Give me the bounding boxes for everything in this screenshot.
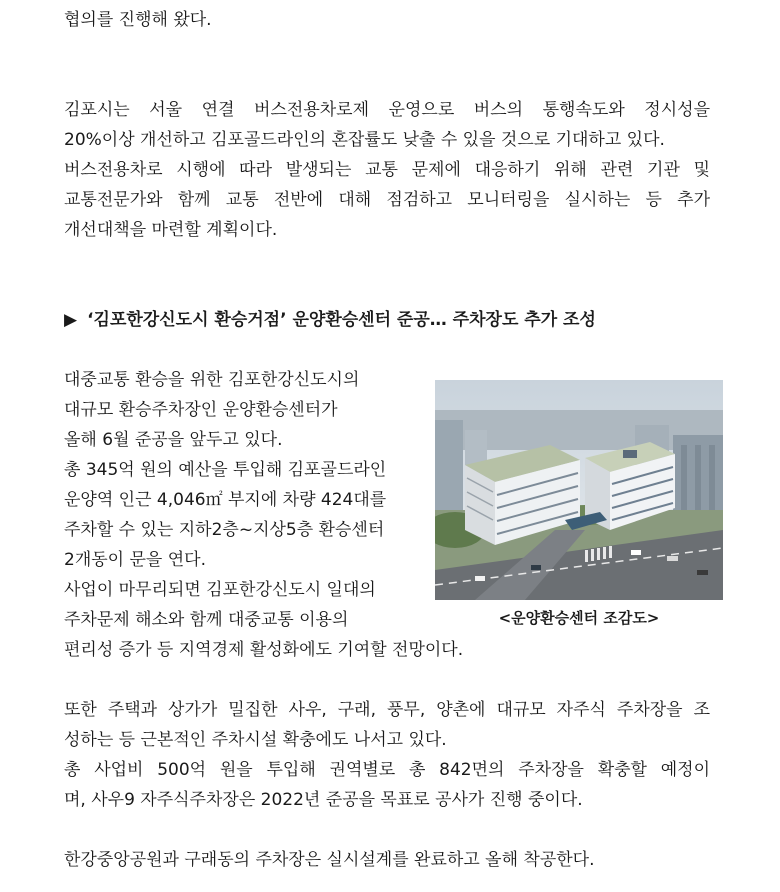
paragraph-bus-lane xyxy=(64,95,710,245)
paragraph-line: 주차문제 해소와 함께 대중교통 이용의 xyxy=(64,610,349,630)
paragraph-line: 교통전문가와 함께 교통 전반에 대해 점검하고 모니터링을 실시하는 등 추가 xyxy=(64,190,710,210)
paragraph-line: 성하는 등 근본적인 주차시설 확충에도 나서고 있다. xyxy=(64,730,447,750)
paragraph-line: 며, 사우9 자주식주차장은 2022년 준공을 목표로 공사가 진행 중이다. xyxy=(64,790,583,810)
paragraph-line: 대규모 환승주차장인 운양환승센터가 xyxy=(64,400,338,420)
paragraph-line: 총 345억 원의 예산을 투입해 김포골드라인 xyxy=(64,460,387,480)
paragraph-transfer-center xyxy=(64,365,424,635)
paragraph-line: 또한 주택과 상가가 밀집한 사우, 구래, 풍무, 양촌에 대규모 자주식 주차장을 조 xyxy=(64,700,710,720)
paragraph-line: 주차할 수 있는 지하2층~지상5층 환승센터 xyxy=(64,520,385,540)
paragraph-line: 총 사업비 500억 원을 투입해 권역별로 총 842면의 주차장을 확충할 예정이 xyxy=(64,760,710,780)
paragraph-line: 한강중앙공원과 구래동의 주차장은 실시설계를 완료하고 올해 착공한다. xyxy=(64,850,595,870)
paragraph-line: 대중교통 환승을 위한 김포한강신도시의 xyxy=(64,370,360,390)
transfer-center-figure xyxy=(435,380,723,628)
paragraph-line: 20%이상 개선하고 김포골드라인의 혼잡률도 낮출 수 있을 것으로 기대하고 있다. xyxy=(64,130,665,150)
paragraph-line: 2개동이 문을 연다. xyxy=(64,550,206,570)
intro-tail-text: 협의를 진행해 왔다. xyxy=(64,10,212,30)
paragraph-line: 버스전용차로 시행에 따라 발생되는 교통 문제에 대응하기 위해 관련 기관 및 xyxy=(64,160,710,180)
triangle-bullet-icon: ▶ xyxy=(64,310,78,330)
section-heading-text: ‘김포한강신도시 환승거점’ 운양환승센터 준공… 주차장도 추가 조성 xyxy=(87,310,596,330)
transfer-center-rendering-image xyxy=(435,380,723,600)
paragraph-line: 편리성 증가 등 지역경제 활성화에도 기여할 전망이다. xyxy=(64,640,464,660)
paragraph-transfer-center-end xyxy=(64,635,710,665)
figure-caption: <운양환승센터 조감도> xyxy=(498,609,660,627)
intro-tail-block xyxy=(64,5,710,35)
paragraph-line: 개선대책을 마련할 계획이다. xyxy=(64,220,278,240)
paragraph-line: 올해 6월 준공을 앞두고 있다. xyxy=(64,430,283,450)
paragraph-line: 운양역 인근 4,046㎡ 부지에 차량 424대를 xyxy=(64,490,387,510)
paragraph-line: 사업이 마무리되면 김포한강신도시 일대의 xyxy=(64,580,376,600)
section-heading xyxy=(64,305,596,335)
paragraph-parking-expansion xyxy=(64,695,710,815)
paragraph-park-parking xyxy=(64,845,710,875)
paragraph-line: 김포시는 서울 연결 버스전용차로제 운영으로 버스의 통행속도와 정시성을 xyxy=(64,100,710,120)
